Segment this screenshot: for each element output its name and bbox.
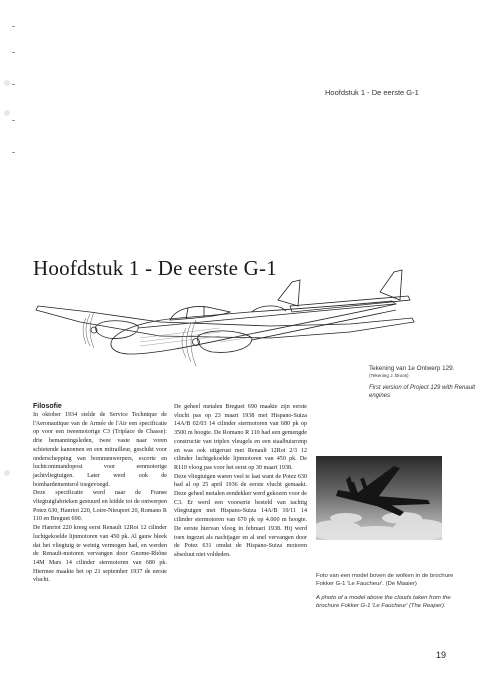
- paragraph: De geheel metalen Breguet 690 maakte zijn eerste vlucht pas op 23 maart 1938 met Hispano-Suiza 14A/B 02/03 14 cilinder stermotoren van 680 pk op 3500 m hoogte. De Romano R 110 had een gemengde constructie van triplex vleugels en een staalbuisromp en was ook uitgerust met Renault 12Roi 2/3 12 cilinder luchtgekoelde lijnmotoren van 450 pk. De R110 vloog pas voor het eerst op 30 maart 1938.: [174, 404, 307, 471]
- paragraph: Deze vliegtuigen waren veel te laat want de Potez 630 had al op 25 april 1936 de eerste vlucht gemaakt. Deze geheel metalen eendekker werd gekozen voor de C3. Er werd een voorserie besteld van tachtig vliegtuigen met Hispano-Suiza 14A/B 10/11 14 cilinder stermotoren van 670 pk op 4.000 m hoogte. De eerste hiervan vloog in februari 1938. Hij werd toen ingezet als nachtjager en al snel vervangen door de Potez 631 omdat de Hispano-Suiza motoren absoluut niet voldeden.: [174, 473, 307, 558]
- edge-mark: [12, 120, 15, 121]
- paragraph: De Hanriot 220 kreeg eerst Renault 12Roi 12 cilinder luchtgekoelde lijnmotoren van 450 pk. Al gauw bleek dat het vliegtuig te weinig vermogen had, en werden de Renault-motoren vervangen door Gnome-Rhône 14M Mars 14 cilinder stermotoren van 680 pk. Hiermee maakte het op 21 september 1937 de eerste vlucht.: [33, 525, 167, 584]
- edge-mark: [12, 152, 15, 153]
- model-photo: [316, 456, 442, 540]
- drawing-caption: [369, 365, 494, 400]
- punch-hole: [4, 80, 10, 86]
- paragraph: In oktober 1934 stelde de Service Technique de l'Aeronautique van de Armée de l'Air een specificatie op voor een tweemotorige C3 (Triplace de Chasse): drie bemanningsleden, twee vaste naar voren schietende kanonnen en een mitrailleur, geschikt voor onderschepping van bommenwerpers, escorte en luchtcommandopost voor eenmotorige jachtvliegtuigen. Later werd ook de bombardementsrol toegevoegd.: [33, 412, 167, 488]
- section-heading: Filosofie: [33, 403, 62, 410]
- punch-hole: [4, 470, 10, 476]
- edge-mark: [12, 52, 15, 53]
- running-head: Hoofdstuk 1 - De eerste G-1: [325, 88, 419, 97]
- edge-mark: [12, 26, 15, 27]
- photo-caption: [316, 572, 456, 610]
- text-column-middle: [174, 403, 307, 560]
- photo-caption-dutch: Foto van een model boven de wolken in de brochure Fokker G-1 'Le Faucheur'. (De Maaier): [316, 573, 454, 587]
- text-column-left: [33, 403, 167, 585]
- aircraft-drawing: [20, 268, 420, 386]
- photo-caption-english: A photo of a model above the clouds taken from the brochure Fokker G-1 'Le Faucheur' (The Reaper).: [316, 595, 451, 609]
- page-number: 19: [436, 650, 447, 660]
- punch-hole: [4, 110, 10, 116]
- paragraph: Deze specificatie werd naar de Franse vliegtuigfabrieken gestuurd en leidde tot de ontwerpen Potez 630, Hanriot 220, Loire-Nieuport 20, Romano R 110 en Breguet 690.: [33, 490, 167, 523]
- edge-mark: [12, 84, 15, 85]
- drawing-caption-title: Tekening van 1e Ontwerp 129.: [369, 365, 455, 372]
- chapter-title: Hoofdstuk 1 - De eerste G-1: [33, 256, 277, 280]
- drawing-caption-english: First version of Project 129 with Renault engines: [369, 385, 476, 399]
- drawing-caption-credit: (Tekening J. Broos): [369, 373, 409, 378]
